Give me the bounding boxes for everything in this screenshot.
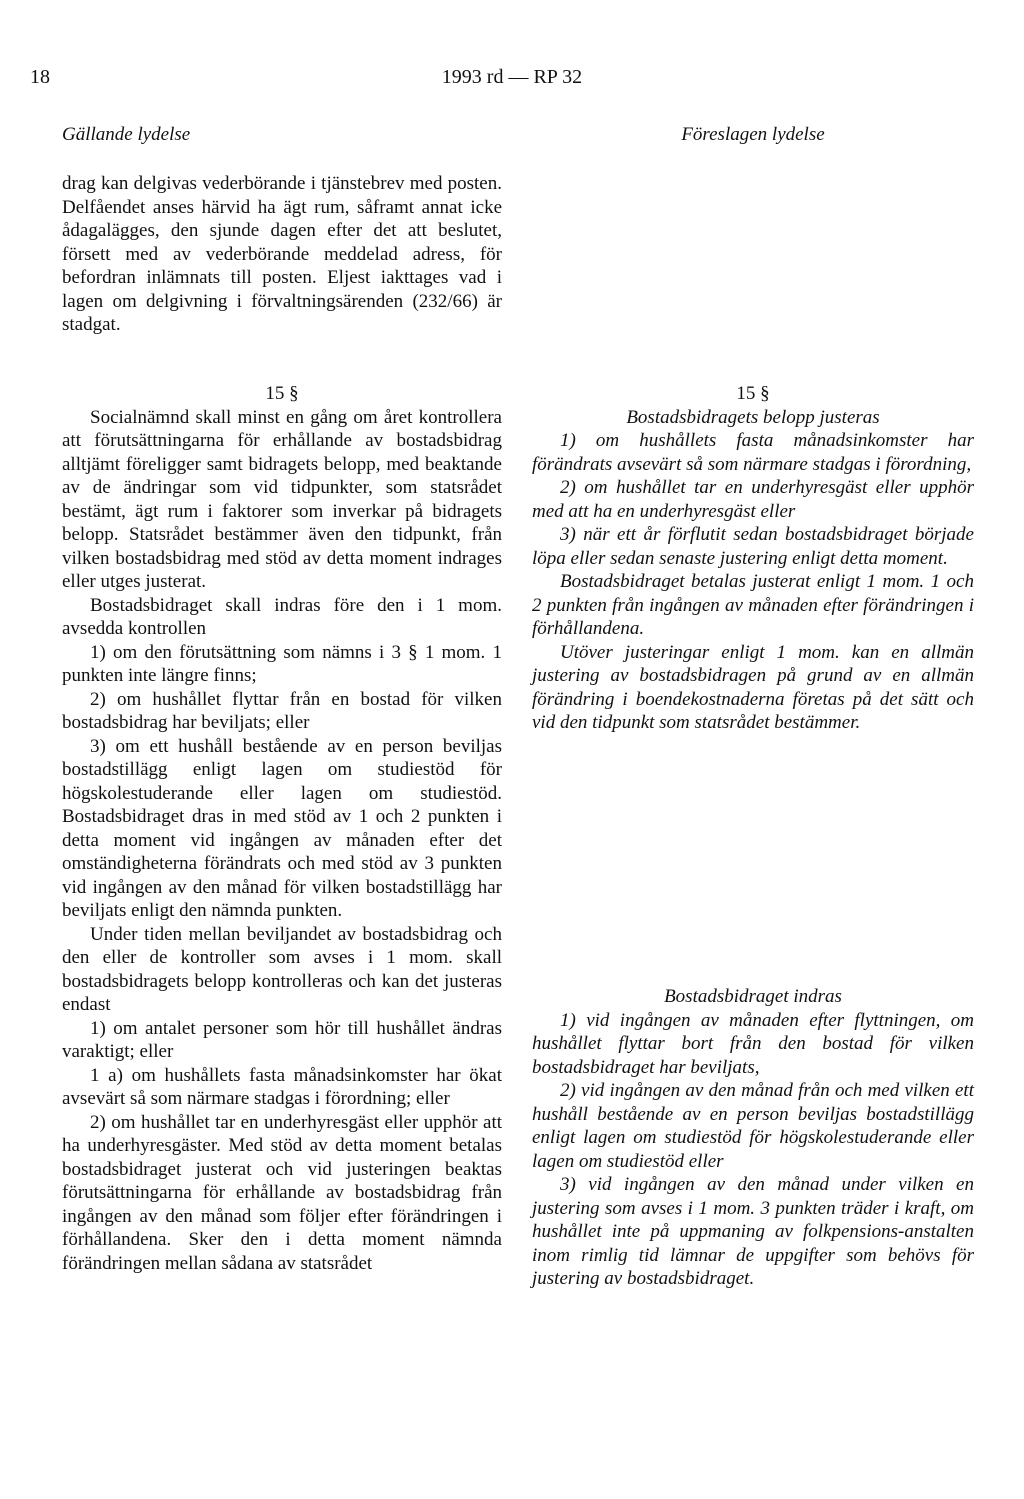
left-paragraph: 2) om hushållet tar en underhyresgäst eller upphör att ha underhyresgäster. Med stöd av detta moment betalas bostadsbidraget justerat och vid justeringen beaktas förutsättningarna för erhållande av bostadsbidrag från ingången av den månad som följer efter förändringen i förhållandena. Sker den i detta moment nämnda förändringen mellan sådana av statsrådet bbox=[62, 1111, 502, 1274]
left-paragraph: 1) om den förutsättning som nämns i 3 § 1 mom. 1 punkten inte längre finns; bbox=[62, 641, 502, 686]
right-section-heading: 15 § bbox=[736, 383, 770, 404]
left-paragraph: 1 a) om hushållets fasta månadsinkomster har ökat avsevärt så som närmare stadgas i förordning; eller bbox=[62, 1064, 502, 1109]
left-column-heading: Gällande lydelse bbox=[62, 124, 191, 145]
right-paragraph: Bostadsbidraget betalas justerat enligt 1 mom. 1 och 2 punkten från ingången av månaden efter förändringen i förhållandena. bbox=[532, 571, 974, 639]
left-paragraph: Bostadsbidraget skall indras före den i 1 mom. avsedda kontrollen bbox=[62, 594, 502, 639]
right-paragraph: 2) om hushållet tar en underhyresgäst eller upphör med att ha en underhyresgäst eller bbox=[532, 477, 974, 522]
left-section-heading: 15 § bbox=[265, 383, 299, 404]
right-column-heading: Föreslagen lydelse bbox=[681, 124, 825, 145]
right-paragraph: 3) vid ingången av den månad under vilken en justering som avses i 1 mom. 3 punkten träder i kraft, om hushållet inte på uppmaning av folkpensions-anstalten inom rimlig tid lämnar de uppgifter som behövs för justering av bostadsbidraget. bbox=[532, 1174, 974, 1289]
right-column-block-2 bbox=[532, 985, 974, 1291]
page-number: 18 bbox=[30, 66, 50, 88]
right-column-block-1 bbox=[532, 382, 974, 735]
left-paragraph: 1) om antalet personer som hör till hushållet ändras varaktigt; eller bbox=[62, 1017, 502, 1062]
right-paragraph: Utöver justeringar enligt 1 mom. kan en allmän justering av bostadsbidragen på grund av en allmän förändring i boendekostnaderna företas på det sätt och vid den tidpunkt som statsrådet bestämmer. bbox=[532, 641, 974, 733]
right-subheading: Bostadsbidragets belopp justeras bbox=[626, 406, 880, 428]
left-paragraph: Socialnämnd skall minst en gång om året kontrollera att förutsättningarna för erhållande av bostadsbidrag alltjämt föreligger samt bidragets belopp, med beaktande av de ändringar som vid tidpunkter, som statsrådet bestämt, ägt rum i faktorer som inverkar på bidragets belopp. Statsrådet bestämmer även den tidpunkt, från vilken bostadsbidrag med stöd av detta moment indrages eller utges justerat. bbox=[62, 406, 502, 592]
right-paragraph: 1) vid ingången av månaden efter flyttningen, om hushållet flyttar bort från den bostad för vilken bostadsbidraget har beviljats, bbox=[532, 1009, 974, 1078]
right-paragraph: 2) vid ingången av den månad från och med vilken ett hushåll bestående av en person beviljas bostadstillägg enligt lagen om studiestöd för högskolestuderande eller lagen om studiestöd eller bbox=[532, 1080, 974, 1172]
left-column bbox=[62, 382, 502, 1275]
right-paragraph: 1) om hushållets fasta månadsinkomster har förändrats avsevärt så som närmare stadgas i förordning, bbox=[532, 430, 974, 475]
left-paragraph: Under tiden mellan beviljandet av bostadsbidrag och den eller de kontroller som avses i 1 mom. skall bostadsbidragets belopp kontrolleras och kan det justeras endast bbox=[62, 923, 502, 1015]
left-paragraph: 3) om ett hushåll bestående av en person beviljas bostadstillägg enligt lagen om studiestöd för högskolestuderande eller lagen om studiestöd. Bostadsbidraget dras in med stöd av 1 och 2 punkten i detta moment vid ingången av månaden efter det omständigheterna förändrats och med stöd av 3 punkten vid ingången av den månad för vilken bostadstillägg har beviljats enligt den nämnda punkten. bbox=[62, 735, 502, 921]
left-paragraph: 2) om hushållet flyttar från en bostad för vilken bostadsbidrag har beviljats; eller bbox=[62, 688, 502, 733]
right-paragraph: 3) när ett år förflutit sedan bostadsbidraget började löpa eller sedan senaste justering enligt detta moment. bbox=[532, 524, 974, 569]
left-intro-text: drag kan delgivas vederbörande i tjänstebrev med posten. Delfåendet anses härvid ha ägt rum, såframt annat icke ådagalägges, den sjunde dagen efter det att beslutet, försett med av vederbörande meddelad adress, för befordran inlämnats till posten. Eljest iakttages vad i lagen om delgivning i förvaltningsärenden (232/66) är stadgat. bbox=[62, 173, 502, 335]
running-header: 1993 rd — RP 32 bbox=[441, 66, 583, 88]
right-subheading: Bostadsbidraget indras bbox=[664, 986, 842, 1007]
left-intro bbox=[62, 172, 502, 337]
